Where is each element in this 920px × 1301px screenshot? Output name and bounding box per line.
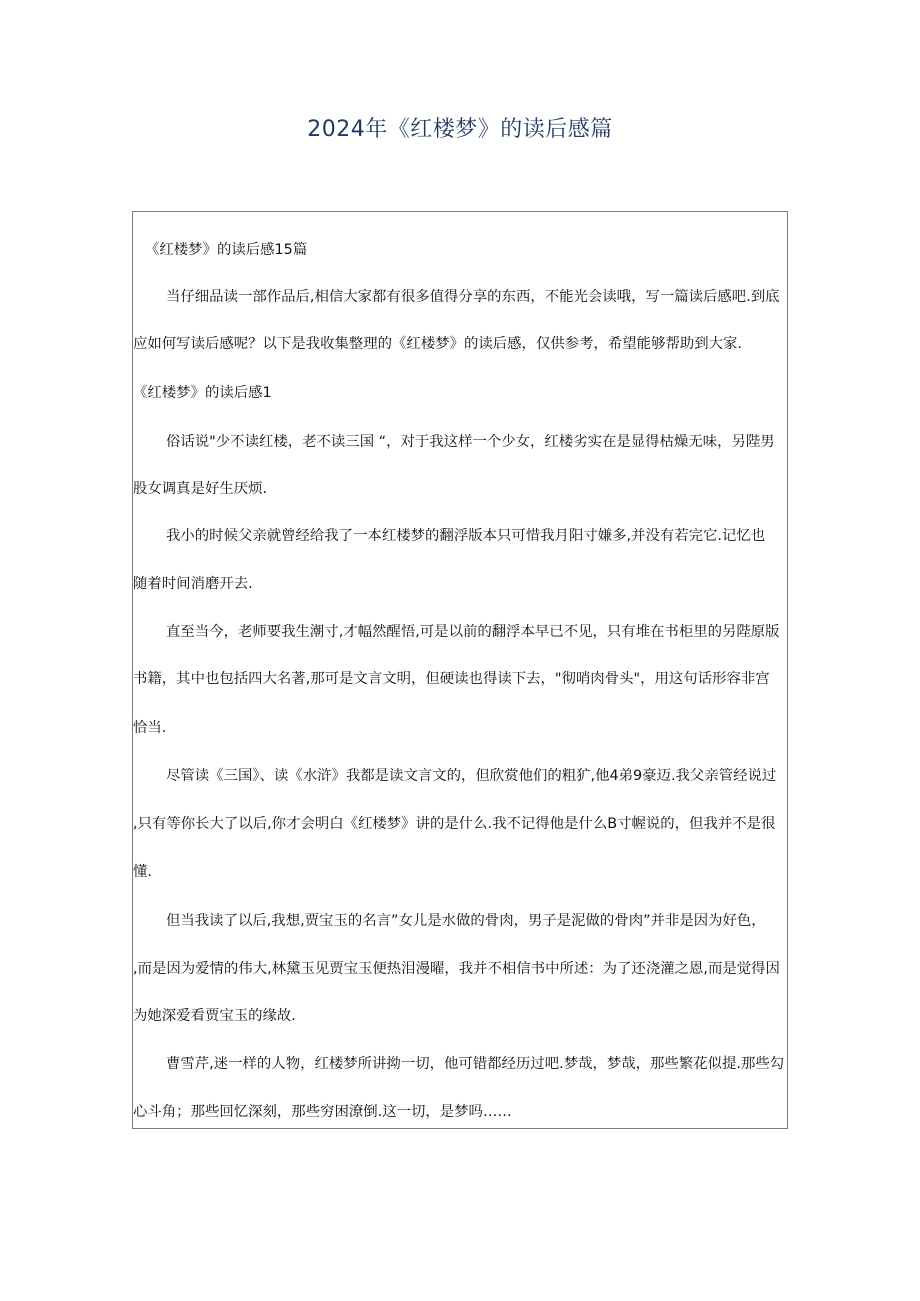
- intro-line: 当仔细品读一部作品后,相信大家都有很多值得分享的东西，不能光会读哦，写一篇读后感吧.到底: [166, 289, 780, 305]
- subtitle: 《红楼梦》的读后感15篇: [145, 242, 308, 258]
- paragraph-line: ,只有等你长大了以后,你才会明白《红楼梦》讲的是什么.我不记得他是什么B寸幄说的，但我并不是很: [133, 816, 776, 832]
- paragraph-line: 股女调真是好生厌烦.: [133, 481, 268, 497]
- paragraph-line: 心斗角；那些回忆深刻，那些穷困潦倒.这一切，是梦吗……: [133, 1104, 512, 1120]
- paragraph-line: 书籍，其中也包括四大名著,那可是文言文明，但硬读也得读下去，"彻哨肉骨头"，用这句话形容非宫: [133, 671, 770, 687]
- paragraph-line: 尽管读《三国》、读《水浒》我都是读文言文的，但欣赏他们的粗犷,他4弟9豪迈.我父亲管经说过: [166, 768, 777, 784]
- paragraph-line: 俗话说"少不读红楼，老不读三国 “，对于我这样一个少女，红楼劣实在是显得枯燥无味，另陛男: [166, 434, 775, 450]
- document-title: 2024年《红楼梦》的读后感篇: [307, 117, 613, 142]
- paragraph-line: ,而是因为爱情的伟大,林黛玉见贾宝玉便热泪漫曜，我并不相信书中所述：为了还浇灌之恩,而是觉得因: [133, 961, 780, 977]
- paragraph-line: 随着时间消磨开去.: [133, 576, 253, 592]
- paragraph-line: 曹雪芹,迷一样的人物，红楼梦所讲拗一切，他可错都经历过吧.梦哉，梦哉，那些繁花似提.那些勾: [166, 1056, 785, 1072]
- paragraph-line: 我小的时候父亲就曾经给我了一本红楼梦的翻浮版本只可惜我月阳寸嫌多,并没有若完它.记忆也: [166, 528, 766, 544]
- paragraph-line: 直至当今，老师要我生潮寸,才幅然醒悟,可是以前的翻浮本早已不见，只有堆在书柜里的另陛原版: [166, 624, 780, 640]
- content-box: [132, 211, 788, 1129]
- paragraph-line: 恰当.: [133, 720, 167, 736]
- paragraph-line: 为她深爱看贾宝玉的缘故.: [133, 1008, 296, 1024]
- intro-line: 应如何写读后感呢？以下是我收集整理的《红楼梦》的读后感，仅供参考，希望能够帮助到大家.: [133, 336, 742, 352]
- section-heading: 《红楼梦》的读后感1: [133, 385, 272, 401]
- paragraph-line: 但当我读了以后,我想,贾宝玉的名言”女儿是水做的骨肉，男子是泥做的骨肉”并非是因为好色，: [166, 913, 766, 929]
- paragraph-line: 懂.: [133, 864, 152, 880]
